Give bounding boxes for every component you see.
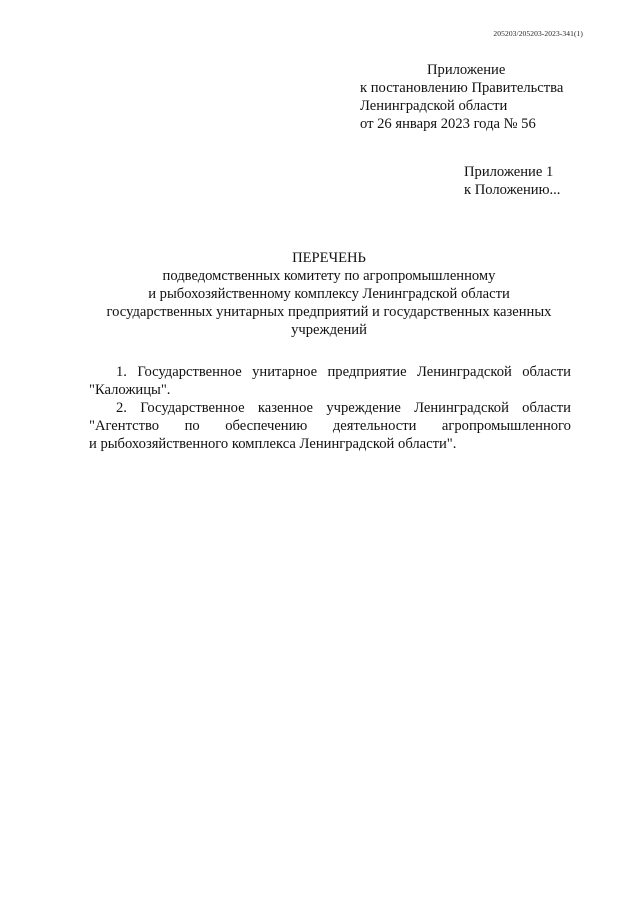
list-item-2-word: области: [522, 400, 571, 416]
list-item-2-tail: и рыбохозяйственного комплекса Ленинградской области".: [89, 436, 457, 452]
appendix-label: Приложение: [427, 62, 506, 78]
appendix-1-reference: к Положению...: [464, 182, 561, 198]
list-item-2-line-1: [89, 399, 571, 417]
appendix-1-label: Приложение 1: [464, 164, 554, 180]
list-item-2-word: Государственное: [140, 400, 245, 416]
list-item-2-word: деятельности: [332, 418, 417, 434]
title-line-1: подведомственных комитету по агропромышленному: [162, 268, 496, 284]
appendix-date-line: от 26 января 2023 года № 56: [360, 116, 536, 132]
list-item-2-word: Ленинградской: [414, 400, 509, 416]
list-item-1: [89, 363, 571, 399]
list-item-2-word: по: [184, 418, 200, 434]
title-heading: ПЕРЕЧЕНЬ: [292, 250, 366, 266]
appendix-1-header: [464, 163, 560, 199]
list-item-1-line-1: [89, 363, 571, 381]
appendix-header: [360, 61, 563, 133]
list-item-2-word: обеспечению: [225, 418, 308, 434]
appendix-region-line: Ленинградской области: [360, 98, 508, 114]
list-item-2-line-3: [89, 435, 571, 453]
list-item-2-word: агропромышленного: [441, 418, 571, 434]
list-item-2-word: казенное: [257, 400, 314, 416]
title-line-3: государственных унитарных предприятий и государственных казенных: [106, 304, 552, 320]
list-item-2: [89, 399, 571, 453]
organization-list: [89, 363, 571, 453]
list-item-1-name: "Каложицы".: [89, 382, 171, 398]
list-item-1-word: предприятие: [327, 364, 407, 380]
list-item-1-line-2: [89, 381, 571, 399]
document-title: [86, 249, 572, 339]
list-item-2-line-2: [89, 417, 571, 435]
document-code: 205203/205203-2023-341(1): [493, 29, 583, 38]
title-line-4: учреждений: [291, 322, 367, 338]
list-item-1-word: Государственное: [137, 364, 242, 380]
list-item-2-word: "Агентство: [89, 418, 160, 434]
list-item-2-word: учреждение: [326, 400, 401, 416]
list-item-1-number: 1.: [116, 364, 127, 380]
title-line-2: и рыбохозяйственному комплексу Ленинградской области: [148, 286, 510, 302]
list-item-1-word: области: [522, 364, 571, 380]
list-item-2-number: 2.: [116, 400, 127, 416]
list-item-1-word: Ленинградской: [416, 364, 512, 380]
list-item-1-word: унитарное: [252, 364, 318, 380]
appendix-resolution-line: к постановлению Правительства: [360, 80, 564, 96]
